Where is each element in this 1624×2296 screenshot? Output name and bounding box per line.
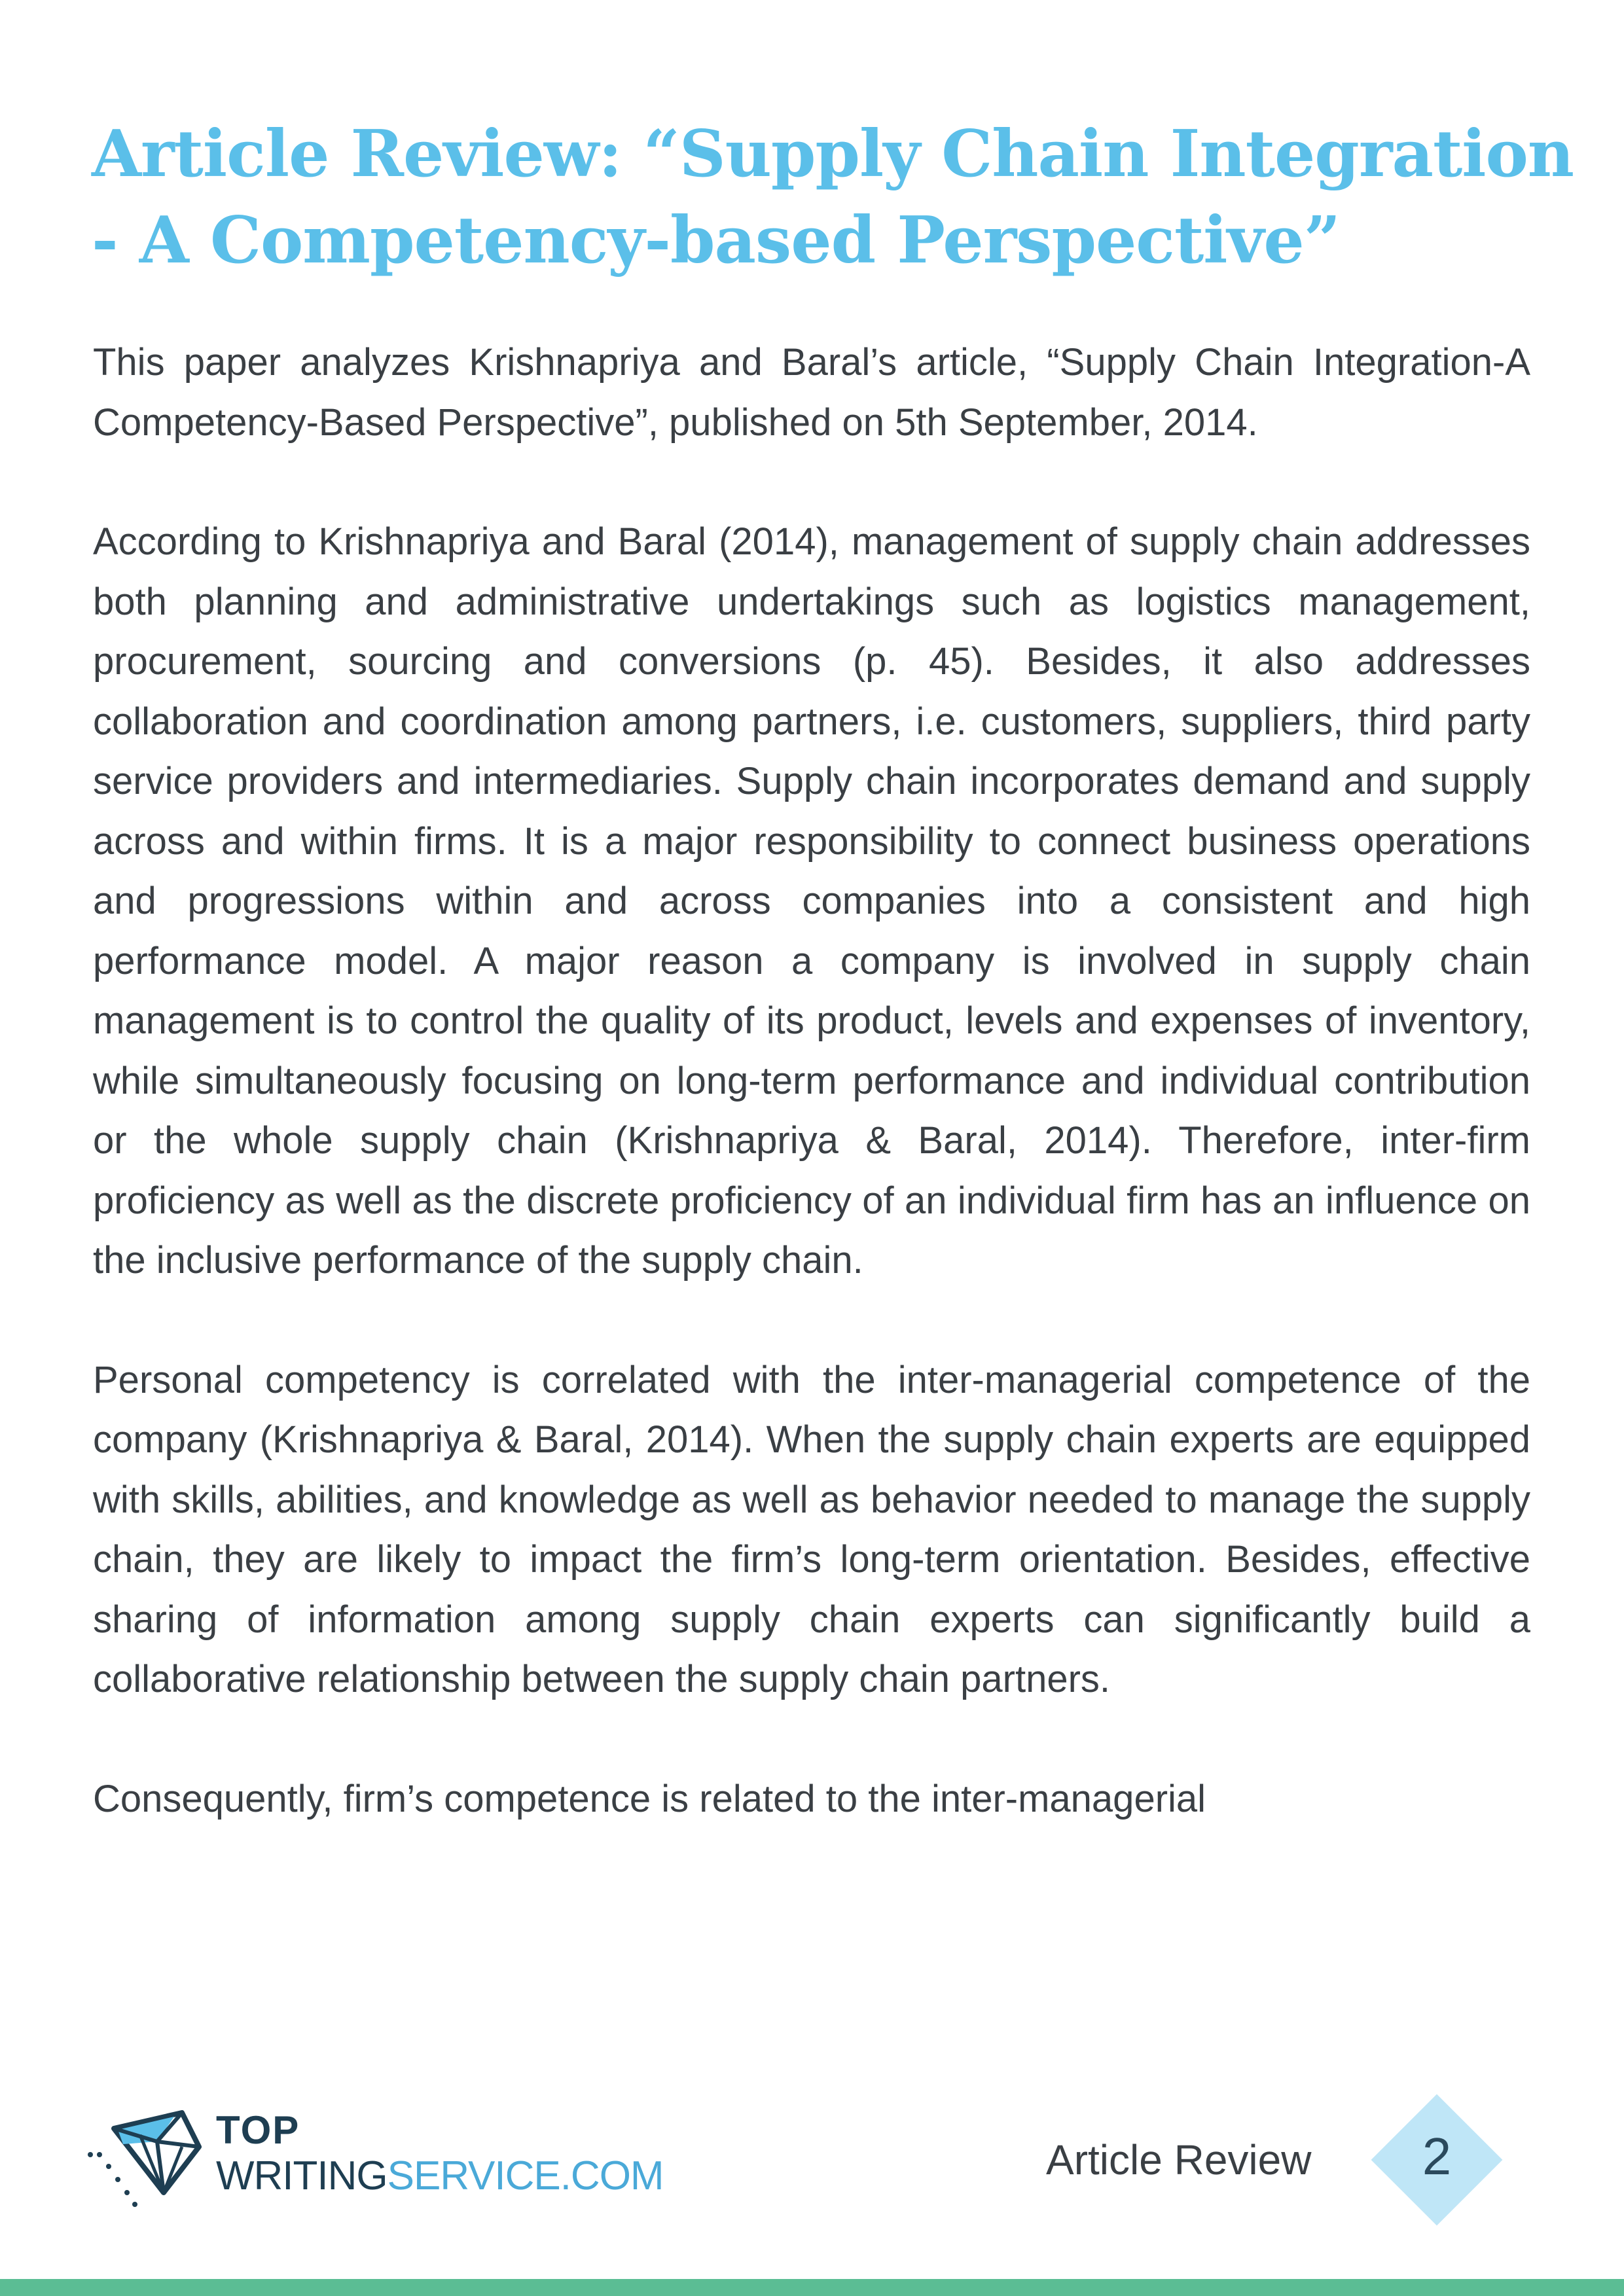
logo-text-bottom <box>216 2153 664 2199</box>
footer-section-label: Article Review <box>1046 2136 1312 2183</box>
paragraph-personal-competency: Personal competency is correlated with the inter-managerial competence of the company (Krishnapriya & Baral, 2014). When the supply chain experts are equipped with skills, abilities, and knowledge as well as behavior needed to manage the supply chain, they are likely to impact the firm’s long-term orientation. Besides, effective sharing of information among supply chain experts can significantly build a collaborative relationship between the supply chain partners. <box>93 1358 1530 1700</box>
paragraph-firm-competence: Consequently, firm’s competence is related to the inter-managerial <box>93 1777 1206 1820</box>
page-number: 2 <box>1422 2127 1452 2185</box>
bottom-accent-bar <box>0 2279 1624 2296</box>
logo-text-top: TOP <box>216 2108 300 2152</box>
article-title <box>92 111 1574 284</box>
logo-text-writing: WRITING <box>216 2153 388 2198</box>
page-footer <box>0 2075 1624 2225</box>
article-body <box>93 332 1530 1888</box>
paragraph-supply-chain-management: According to Krishnapriya and Baral (2014), management of supply chain addresses both planning and administrative undertakings such as logistics management, procurement, sourcing and conversions (p. 45). Besides, it also addresses collaboration and coordination among partners, i.e. customers, suppliers, third party service providers and intermediaries. Supply chain incorporates demand and supply across and within firms. It is a major responsibility to connect business operations and progressions within and across companies into a consistent and high performance model. A major reason a company is involved in supply chain management is to control the quality of its product, levels and expenses of inventory, while simultaneously focusing on long-term performance and individual contribution or the whole supply chain (Krishnapriya & Baral, 2014). Therefore, inter-firm proficiency as well as the discrete proficiency of an individual firm has an influence on the inclusive performance of the supply chain. <box>93 520 1530 1282</box>
article-title-line-1: Article Review: “Supply Chain Integration <box>92 117 1574 192</box>
page-number-badge <box>1371 2094 1502 2225</box>
paragraph-intro: This paper analyzes Krishnapriya and Baral’s article, “Supply Chain Integration-A Competency-Based Perspective”, published on 5th September, 2014. <box>93 341 1530 444</box>
diamond-logo-icon <box>84 2101 208 2212</box>
logo-text-service: SERVICE.COM <box>387 2153 664 2198</box>
article-title-line-2: - A Competency-based Perspective” <box>92 203 1341 278</box>
